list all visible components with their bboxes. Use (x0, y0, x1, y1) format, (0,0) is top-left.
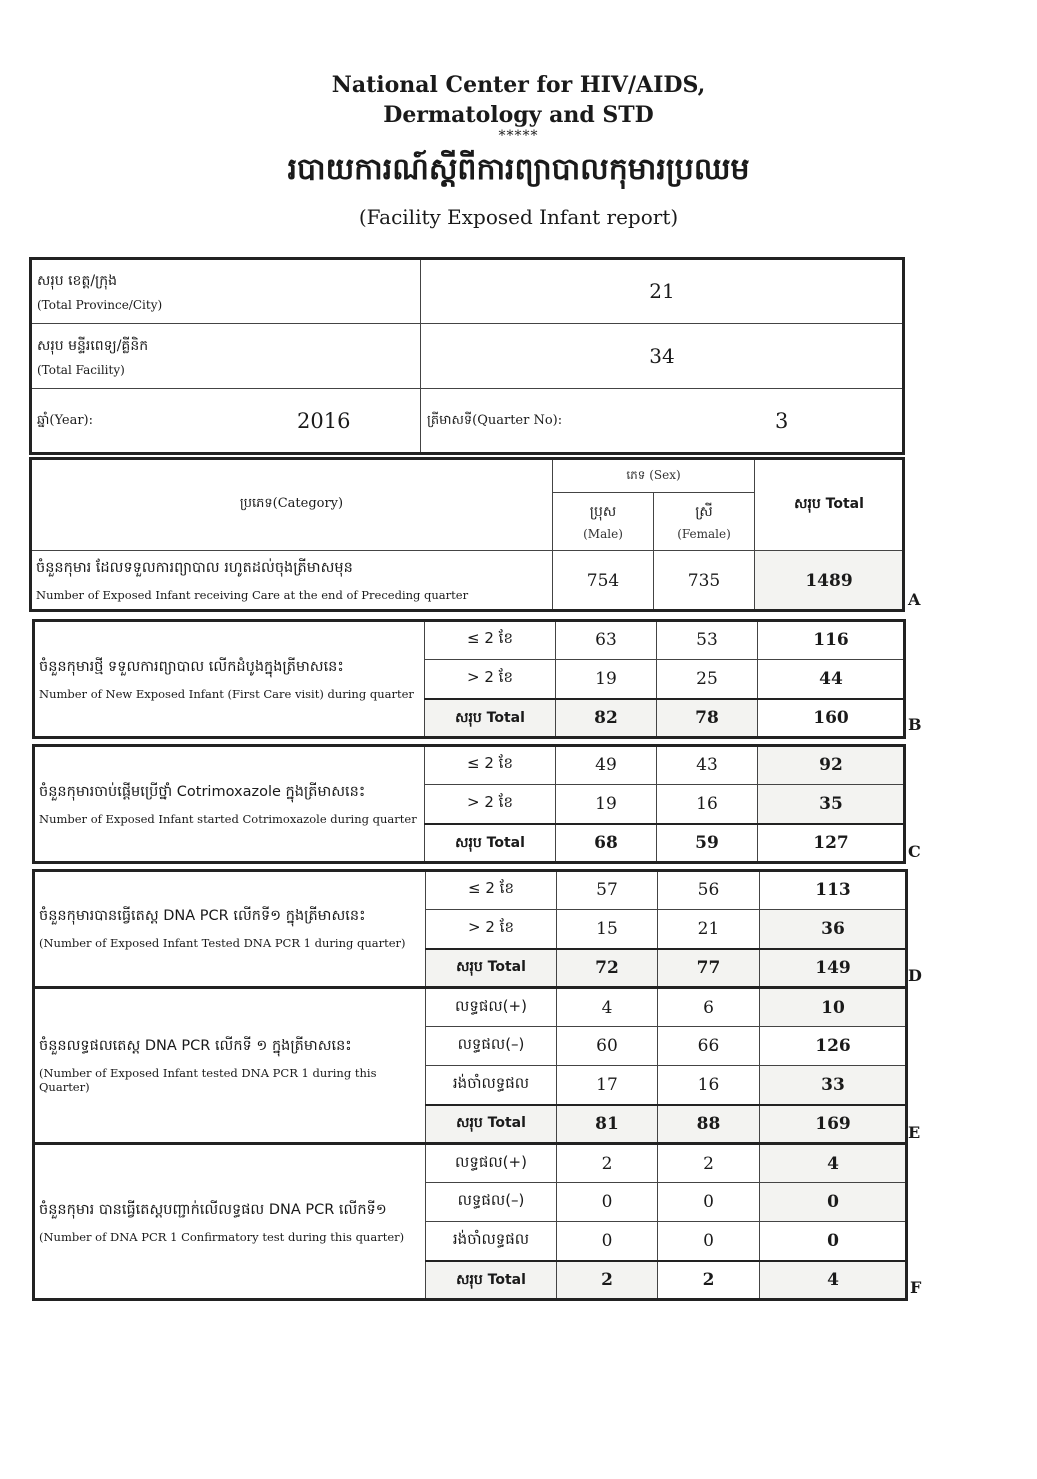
section-letter-b: B (908, 715, 922, 734)
row-label: លទ្ធផល(+) (426, 1144, 557, 1183)
grand-total: 160 (758, 699, 905, 738)
section-e-label: ចំនួនលទ្ធផលតេស្ត DNA PCR លើកទី ១ ក្នុងត្រីមាសនេះ (Number of Exposed Infant tested DNA PCR 1 during this Quarter) (34, 988, 426, 1144)
year-value: 2016 (297, 409, 351, 433)
province-value: 21 (421, 259, 904, 324)
row-label: លទ្ធផល(–) (426, 1027, 557, 1066)
section-a-total: 1489 (755, 551, 904, 611)
total-value: 92 (758, 746, 905, 785)
female-total: 88 (658, 1105, 760, 1144)
total-header: សរុប Total (755, 459, 904, 551)
male-total: 81 (557, 1105, 658, 1144)
female-total: 2 (658, 1261, 760, 1300)
section-a-label: ចំនួនកុមារ ដែលទទួលការព្យាបាល រហូតដល់ចុងត្រីមាសមុន Number of Exposed Infant receiving Care at the end of Preceding quarter (31, 551, 553, 611)
male-value: 19 (556, 785, 657, 824)
total-value: 10 (760, 988, 907, 1027)
section-a-male: 754 (553, 551, 654, 611)
year-cell (31, 389, 421, 454)
facility-label: សរុប មន្ទីរពេទ្យ/គ្លីនិក (Total Facility) (31, 324, 421, 389)
female-total: 77 (658, 949, 760, 988)
male-value: 49 (556, 746, 657, 785)
total-value: 36 (760, 910, 907, 949)
province-row (31, 259, 904, 324)
section-def-table (33, 870, 907, 1300)
section-c-label: ចំនួនកុមារចាប់ផ្តើមប្រើថ្នាំ Cotrimoxazole ក្នុងត្រីមាសនេះ Number of Exposed Infant started Cotrimoxazole during quarter (34, 746, 425, 863)
report-subtitle: (Facility Exposed Infant report) (358, 205, 679, 229)
facility-row (31, 324, 904, 389)
female-value: 56 (658, 871, 760, 910)
female-total: 59 (657, 824, 758, 863)
total-value: 116 (758, 621, 905, 660)
org-name-line2: Dermatology and STD (383, 102, 654, 128)
male-value: 0 (557, 1183, 658, 1222)
category-header-table (30, 458, 904, 611)
male-value: 2 (557, 1144, 658, 1183)
male-total: 68 (556, 824, 657, 863)
section-b-label: ចំនួនកុមារថ្មី ទទួលការព្យាបាល លើកដំបូងក្នុងត្រីមាសនេះ Number of New Exposed Infant (First Care visit) during quarter (34, 621, 425, 738)
total-value: 113 (760, 871, 907, 910)
total-row-label: សរុប Total (425, 699, 556, 738)
grand-total: 4 (760, 1261, 907, 1300)
grand-total: 149 (760, 949, 907, 988)
province-label: សរុប ខេត្ត/ក្រុង (Total Province/City) (31, 259, 421, 324)
row-label: លទ្ធផល(+) (426, 988, 557, 1027)
info-table (30, 258, 904, 454)
total-row-label: សរុប Total (426, 1261, 557, 1300)
male-total: 82 (556, 699, 657, 738)
total-row-label: សរុប Total (425, 824, 556, 863)
female-value: 25 (657, 660, 758, 699)
female-value: 16 (658, 1066, 760, 1105)
female-value: 43 (657, 746, 758, 785)
quarter-label: ត្រីមាសទី(Quarter No): (427, 412, 563, 428)
section-b-table (33, 620, 905, 738)
section-letter-c: C (908, 842, 921, 861)
female-value: 16 (657, 785, 758, 824)
total-row-label: សរុប Total (426, 949, 557, 988)
header-stars: ***** (498, 128, 539, 144)
female-value: 0 (658, 1183, 760, 1222)
female-value: 6 (658, 988, 760, 1027)
row-label: > 2 ខែ (425, 785, 556, 824)
row-label: ≤ 2 ខែ (425, 746, 556, 785)
facility-value: 34 (421, 324, 904, 389)
male-value: 63 (556, 621, 657, 660)
section-letter-f: F (910, 1278, 922, 1297)
total-value: 126 (760, 1027, 907, 1066)
male-value: 60 (557, 1027, 658, 1066)
total-row-label: សរុប Total (426, 1105, 557, 1144)
grand-total: 169 (760, 1105, 907, 1144)
total-value: 0 (760, 1222, 907, 1261)
male-value: 4 (557, 988, 658, 1027)
section-f-label: ចំនួនកុមារ បានធ្វើតេស្តបញ្ជាក់លើលទ្ធផល DNA PCR លើកទី១ (Number of DNA PCR 1 Confirmatory test during this quarter) (34, 1144, 426, 1300)
grand-total: 127 (758, 824, 905, 863)
section-letter-d: D (908, 966, 922, 985)
total-value: 44 (758, 660, 905, 699)
total-value: 33 (760, 1066, 907, 1105)
female-total: 78 (657, 699, 758, 738)
year-label: ឆ្នាំ(Year): (37, 412, 94, 428)
male-value: 17 (557, 1066, 658, 1105)
female-value: 66 (658, 1027, 760, 1066)
category-header: ប្រភេទ(Category) (31, 459, 553, 551)
total-value: 0 (760, 1183, 907, 1222)
report-header (0, 70, 1037, 130)
quarter-cell (421, 389, 904, 454)
male-total: 72 (557, 949, 658, 988)
row-label: > 2 ខែ (425, 660, 556, 699)
male-value: 0 (557, 1222, 658, 1261)
male-value: 15 (557, 910, 658, 949)
section-a-female: 735 (654, 551, 755, 611)
section-letter-e: E (908, 1123, 921, 1142)
row-label: ≤ 2 ខែ (425, 621, 556, 660)
male-total: 2 (557, 1261, 658, 1300)
female-header: ស្រី (Female) (654, 493, 755, 551)
row-label: រង់ចាំលទ្ធផល (426, 1222, 557, 1261)
row-label: រង់ចាំលទ្ធផល (426, 1066, 557, 1105)
total-value: 35 (758, 785, 905, 824)
row-label: ≤ 2 ខែ (426, 871, 557, 910)
row-label: > 2 ខែ (426, 910, 557, 949)
section-letter-a: A (908, 590, 921, 609)
male-value: 19 (556, 660, 657, 699)
section-c-table (33, 745, 905, 863)
female-value: 2 (658, 1144, 760, 1183)
quarter-value: 3 (775, 409, 789, 433)
section-a-row (31, 551, 904, 611)
male-value: 57 (557, 871, 658, 910)
report-title-kh: របាយការណ៍ស្តីពីការព្យាបាលកុមារប្រឈម (287, 152, 750, 187)
female-value: 53 (657, 621, 758, 660)
male-header: ប្រុស (Male) (553, 493, 654, 551)
sex-header: ភេទ (Sex) (553, 459, 755, 493)
year-quarter-row (31, 389, 904, 454)
total-value: 4 (760, 1144, 907, 1183)
female-value: 0 (658, 1222, 760, 1261)
org-name-line1: National Center for HIV/AIDS, (331, 72, 706, 98)
row-label: លទ្ធផល(–) (426, 1183, 557, 1222)
section-d-label: ចំនួនកុមារបានធ្វើតេស្ត DNA PCR លើកទី១ ក្នុងត្រីមាសនេះ (Number of Exposed Infant Tested DNA PCR 1 during quarter) (34, 871, 426, 988)
female-value: 21 (658, 910, 760, 949)
